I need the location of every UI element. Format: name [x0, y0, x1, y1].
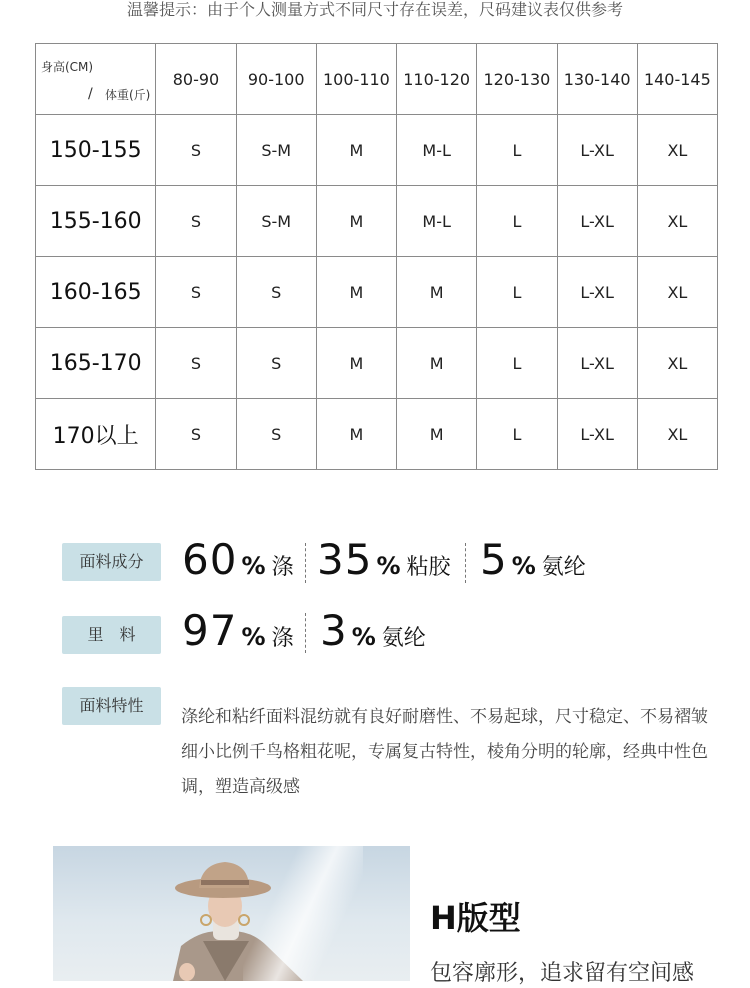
percent-sign: % — [241, 623, 266, 651]
size-cell: M-L — [397, 186, 477, 257]
material-name: 涤 — [271, 626, 294, 651]
size-chart-row — [36, 115, 718, 186]
weight-range-header: 130-140 — [557, 44, 637, 115]
size-cell: L-XL — [557, 328, 637, 399]
percent-value: 5 — [480, 535, 508, 584]
size-cell: L-XL — [557, 115, 637, 186]
size-cell: S — [236, 257, 316, 328]
material-name: 氨纶 — [381, 626, 426, 651]
size-cell: S — [156, 115, 236, 186]
height-range-cell: 150-155 — [36, 115, 156, 186]
size-chart-row — [36, 257, 718, 328]
percent-sign: % — [376, 552, 401, 580]
size-chart-header-row — [36, 44, 718, 115]
size-cell: L — [477, 399, 557, 470]
divider — [465, 543, 466, 583]
fabric-component-1 — [182, 537, 294, 583]
percent-value: 3 — [320, 606, 348, 655]
size-cell: L-XL — [557, 186, 637, 257]
size-cell: L — [477, 257, 557, 328]
height-range-cell: 165-170 — [36, 328, 156, 399]
divider — [305, 543, 306, 583]
weight-range-header: 120-130 — [477, 44, 557, 115]
size-chart-table — [35, 43, 718, 470]
silhouette-subtitle: 包容廓形，追求留有空间感 — [430, 961, 695, 986]
size-cell: XL — [637, 399, 717, 470]
size-cell: M — [397, 328, 477, 399]
fabric-features-label: 面料特性 — [62, 687, 161, 725]
lining-component-2 — [320, 608, 426, 654]
weight-range-header: 80-90 — [156, 44, 236, 115]
size-cell: M-L — [397, 115, 477, 186]
size-chart-row — [36, 399, 718, 470]
size-cell: L — [477, 328, 557, 399]
size-cell: XL — [637, 186, 717, 257]
size-cell: XL — [637, 115, 717, 186]
weight-range-header: 110-120 — [397, 44, 477, 115]
material-name: 粘胶 — [406, 555, 451, 580]
size-cell: M — [316, 186, 396, 257]
fabric-component-3 — [480, 537, 586, 583]
size-chart-row — [36, 328, 718, 399]
light-beam — [243, 846, 363, 981]
size-cell: S — [156, 328, 236, 399]
size-cell: L-XL — [557, 257, 637, 328]
height-range-cell: 160-165 — [36, 257, 156, 328]
percent-sign: % — [511, 552, 536, 580]
size-cell: XL — [637, 257, 717, 328]
lining-label: 里 料 — [62, 616, 161, 654]
weight-range-header: 140-145 — [637, 44, 717, 115]
percent-sign: % — [241, 552, 266, 580]
divider — [305, 613, 306, 653]
size-cell: M — [397, 257, 477, 328]
percent-value: 35 — [317, 535, 373, 584]
lining-component-1 — [182, 608, 294, 654]
material-name: 氨纶 — [541, 555, 586, 580]
model-photo — [53, 846, 410, 981]
height-range-cell: 170以上 — [36, 399, 156, 470]
corner-slash: / — [88, 86, 93, 102]
size-cell: M — [316, 399, 396, 470]
weight-range-header: 100-110 — [316, 44, 396, 115]
size-cell: M — [316, 257, 396, 328]
size-chart-row — [36, 186, 718, 257]
size-cell: M — [316, 115, 396, 186]
weight-axis-label: 体重(斤) — [104, 88, 151, 102]
size-cell: S-M — [236, 186, 316, 257]
size-chart-corner-cell — [36, 44, 156, 115]
percent-value: 60 — [182, 535, 238, 584]
size-cell: L — [477, 186, 557, 257]
size-notice: 温馨提示：由于个人测量方式不同尺寸存在误差，尺码建议表仅供参考 — [126, 0, 623, 19]
size-cell: XL — [637, 328, 717, 399]
silhouette-title: H版型 — [430, 899, 521, 937]
size-cell: L — [477, 115, 557, 186]
size-cell: S — [236, 399, 316, 470]
height-range-cell: 155-160 — [36, 186, 156, 257]
size-cell: S — [236, 328, 316, 399]
size-cell: S — [156, 186, 236, 257]
size-cell: L-XL — [557, 399, 637, 470]
height-axis-label: 身高(CM) — [41, 60, 94, 74]
size-cell: S — [156, 257, 236, 328]
size-cell: S — [156, 399, 236, 470]
fabric-features-text: 涤纶和粘纤面料混纺就有良好耐磨性、不易起球，尺寸稳定、不易褶皱 细小比例千鸟格粗花呢，专属复古特性，棱角分明的轮廓，经典中性色调，塑造高级感 — [181, 707, 708, 797]
weight-range-header: 90-100 — [236, 44, 316, 115]
material-name: 涤 — [271, 555, 294, 580]
size-cell: M — [316, 328, 396, 399]
size-cell: S-M — [236, 115, 316, 186]
fabric-component-2 — [317, 537, 451, 583]
percent-value: 97 — [182, 606, 238, 655]
size-cell: M — [397, 399, 477, 470]
fabric-composition-label: 面料成分 — [62, 543, 161, 581]
percent-sign: % — [351, 623, 376, 651]
